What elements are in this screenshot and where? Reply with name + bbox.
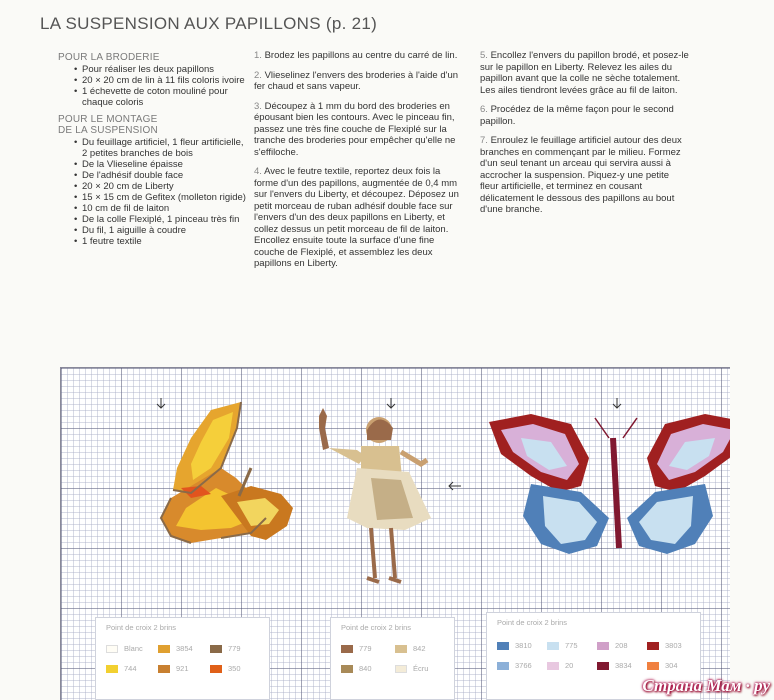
step-4: 4. Avec le feutre textile, reportez deux fois la forme d'un des papillons, augmentée de 0,4 mm sur l'envers du Liberty, et découpez. Déposez un petit morceau de ruban adhésif double face sur l'envers d'un des deux papillons en Liberty, et collez dessus un petit morceau de fil de laiton. Encollez ensuite toute la surface d'une fine couche de Flexiplé, et assemblez les deux papillons en Liberty. (254, 166, 459, 269)
list-item: • Du feuillage artificiel, 1 fleur artificielle, 2 petites branches de bois (74, 137, 248, 159)
swatch-color (597, 662, 609, 670)
swatch-3810: 3810 (497, 641, 532, 650)
page-title: LA SUSPENSION AUX PAPILLONS (p. 21) (40, 14, 378, 33)
swatch-color (341, 645, 353, 653)
site-watermark: Страна Мам · ру (642, 676, 770, 695)
step-3: 3. Découpez à 1 mm du bord des broderies en épousant bien les contours. Avec le pinceau fin, passez une très fine couche de Flexiplé sur la tranche des broderies pour empêcher qu'elle ne s'effiloche. (254, 100, 456, 158)
swatch-842: 842 (395, 644, 426, 653)
section-heading-broderie: POUR LA BRODERIE (58, 52, 160, 63)
swatch-blanc: Blanc (106, 644, 143, 653)
legend-title: Point de croix 2 brins (341, 623, 412, 632)
list-item: • 15 × 15 cm de Gefitex (molleton rigide) (74, 192, 248, 203)
swatch-color (395, 665, 407, 673)
instructions-column-2 (480, 50, 690, 224)
legend-title: Point de croix 2 brins (106, 623, 177, 632)
list-item: • Du fil, 1 aiguille à coudre (74, 225, 248, 236)
legend-girl (330, 617, 455, 700)
swatch-color (597, 642, 609, 650)
broderie-list (74, 64, 248, 108)
swatch-20: 20 (547, 661, 573, 670)
list-item: • De l'adhésif double face (74, 170, 248, 181)
list-item: • De la Vlieseline épaisse (74, 159, 248, 170)
list-item: • 20 × 20 cm de lin à 11 fils coloris ivoire (74, 75, 248, 86)
swatch-color (547, 662, 559, 670)
step-5: 5. Encollez l'envers du papillon brodé, et posez-le sur le papillon en Liberty. Relevez les ailes du papillon avant que la colle ne sèche totalement. Les ailes tiendront levées grâce au fil de laiton. (480, 50, 689, 96)
materials-column (58, 52, 248, 253)
swatch-3803: 3803 (647, 641, 682, 650)
swatch-3854: 3854 (158, 644, 193, 653)
legend-title: Point de croix 2 brins (497, 618, 568, 627)
swatch-color (547, 642, 559, 650)
swatch-color (210, 645, 222, 653)
swatch-779: 779 (341, 644, 372, 653)
swatch-color (647, 662, 659, 670)
list-item: • 1 échevette de coton mouliné pour chaque coloris (74, 86, 248, 108)
list-item: • Pour réaliser les deux papillons (74, 64, 248, 75)
swatch-744: 744 (106, 664, 137, 673)
swatch-208: 208 (597, 641, 628, 650)
girl-pattern (319, 408, 431, 582)
list-item: • 20 × 20 cm de Liberty (74, 181, 248, 192)
legend-yellow-butterfly (95, 617, 270, 700)
swatch-color (497, 662, 509, 670)
montage-list (74, 137, 248, 247)
step-2: 2. Vlieselinez l'envers des broderies à l'aide d'un fer chaud et sans vapeur. (254, 69, 459, 92)
swatch-color (158, 665, 170, 673)
step-6: 6. Procédez de la même façon pour le second papillon. (480, 104, 674, 127)
swatch-color (210, 665, 222, 673)
swatch-775: 775 (547, 641, 578, 650)
swatch-color (106, 645, 118, 653)
blue-butterfly-pattern (489, 414, 730, 554)
swatch-color (497, 642, 509, 650)
swatch-color (158, 645, 170, 653)
list-item: • 1 feutre textile (74, 236, 248, 247)
list-item: • 10 cm de fil de laiton (74, 203, 248, 214)
swatch-color (647, 642, 659, 650)
swatch-350: 350 (210, 664, 241, 673)
swatch-color (395, 645, 407, 653)
yellow-butterfly-pattern (161, 402, 293, 543)
step-7: 7. Enroulez le feuillage artificiel autour des deux branches en commençant par le milieu. Formez d'un seul tenant un arceau qui servira aussi à accrocher la suspension. Piquez-y une petite fleur artificielle, et terminez en cousant délicatement le dessous des papillons au bout d'une branche. (480, 135, 682, 215)
swatch-ecru: Écru (395, 664, 428, 673)
swatch-304: 304 (647, 661, 678, 670)
swatch-921: 921 (158, 664, 189, 673)
step-1: 1. Brodez les papillons au centre du carré de lin. (254, 50, 458, 61)
swatch-840: 840 (341, 664, 372, 673)
instructions-column-1 (254, 50, 466, 278)
swatch-3834: 3834 (597, 661, 632, 670)
swatch-color (106, 665, 118, 673)
list-item: • De la colle Flexiplé, 1 pinceau très fin (74, 214, 248, 225)
section-heading-suspension: DE LA SUSPENSION (58, 125, 158, 136)
swatch-3766: 3766 (497, 661, 532, 670)
swatch-779: 779 (210, 644, 241, 653)
section-heading-montage: POUR LE MONTAGE (58, 114, 158, 125)
swatch-color (341, 665, 353, 673)
